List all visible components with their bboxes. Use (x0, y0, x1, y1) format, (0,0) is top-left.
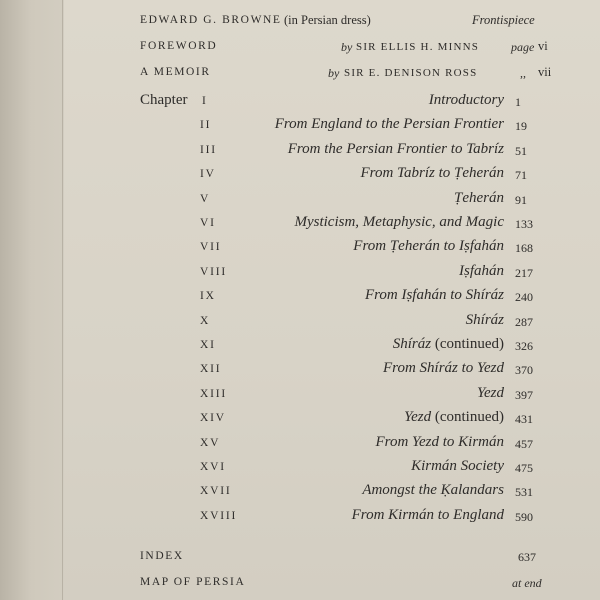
chapter-page: 19 (515, 119, 527, 134)
front-matter-foreword (0, 38, 600, 62)
chapter-title-text: Amongst the Ḳalandars (362, 482, 504, 499)
memoir-author: SIR E. DENISON ROSS (344, 67, 478, 79)
chapter-title-text: From Kirmán to England (351, 506, 504, 523)
chapter-title (454, 190, 504, 207)
chapter-row (0, 287, 600, 311)
chapter-numeral: XV (200, 436, 221, 449)
back-matter-index (0, 548, 600, 572)
chapter-title (288, 141, 504, 158)
chapter-page: 168 (515, 241, 533, 256)
chapter-title (393, 336, 504, 353)
chapter-title (294, 214, 504, 231)
chapter-title-text: Kirmán Society (411, 458, 504, 474)
chapter-numeral: XVII (200, 485, 232, 498)
index-label: INDEX (140, 550, 184, 562)
chapter-row (0, 336, 600, 360)
chapter-title-text: From Yezd to Kirmán (375, 433, 504, 450)
chapter-numeral: XVI (200, 461, 226, 473)
chapter-row (0, 238, 600, 262)
chapter-page: 91 (515, 192, 527, 207)
chapter-title (353, 238, 504, 255)
chapter-title-text: From Iṣfahán to Shíráz (364, 287, 504, 304)
frontispiece-label: EDWARD G. BROWNE (140, 14, 282, 26)
chapter-numeral: XI (200, 339, 216, 351)
chapter-numeral: IX (200, 290, 216, 303)
chapter-page: 531 (515, 485, 533, 500)
chapter-page: 217 (515, 265, 533, 280)
chapter-title-suffix: (continued) (434, 409, 504, 426)
chapter-title (365, 287, 504, 304)
foreword-by: by (341, 40, 353, 54)
chapter-title-suffix: (continued) (434, 336, 504, 352)
chapter-page: 287 (515, 314, 533, 329)
chapter-word: Chapter (140, 92, 188, 108)
chapter-row (0, 141, 600, 165)
frontispiece-note: (in Persian dress) (284, 13, 371, 27)
chapter-numeral: III (200, 143, 217, 156)
chapter-row (0, 214, 600, 238)
chapter-page: 475 (515, 461, 533, 475)
chapter-row (0, 385, 600, 409)
chapter-row (0, 434, 600, 458)
chapter-title-text: From the Persian Frontier to Tabríz (287, 140, 504, 157)
chapter-numeral: XVIII (200, 509, 238, 522)
chapter-title-text: Yezd (404, 409, 432, 426)
chapter-title (411, 458, 504, 475)
foreword-page: vi (538, 39, 548, 53)
chapter-numeral: V (200, 192, 211, 205)
chapter-numeral: II (200, 119, 212, 132)
chapter-row (0, 263, 600, 287)
chapter-title (362, 482, 504, 499)
chapter-title-text: Shíráz (392, 336, 432, 352)
chapter-title-text: Iṣfahán (459, 262, 504, 279)
chapter-row (0, 312, 600, 336)
chapter-page: 71 (515, 168, 527, 183)
chapter-row (0, 360, 600, 384)
chapter-title-text: Introductory (428, 92, 504, 108)
foreword-label: FOREWORD (140, 40, 218, 52)
chapter-row (0, 482, 600, 506)
index-page: 637 (518, 550, 536, 564)
chapter-title-text: From England to the Persian Frontier (274, 116, 504, 133)
chapter-title-text: Yezd (477, 384, 504, 401)
chapter-page: 457 (515, 436, 533, 451)
chapter-title (352, 507, 504, 524)
chapter-page: 133 (515, 217, 533, 231)
chapter-numeral: X (200, 314, 211, 327)
chapter-title-text: From Ṭeherán to Iṣfahán (353, 238, 504, 255)
chapter-row (0, 507, 600, 531)
chapter-title (361, 165, 505, 182)
chapter-title (477, 385, 504, 402)
chapter-title (275, 116, 504, 133)
memoir-label: A MEMOIR (140, 66, 211, 78)
chapter-row (0, 409, 600, 433)
chapter-title-text: From Tabríz to Ṭeherán (360, 165, 504, 182)
chapter-title (429, 92, 504, 109)
chapter-title-text: Ṭeherán (454, 189, 504, 206)
foreword-page-word: page (511, 40, 535, 54)
chapter-page: 240 (515, 290, 533, 305)
chapter-title (376, 434, 505, 451)
chapter-title (383, 360, 504, 377)
chapter-numeral: IV (200, 168, 216, 181)
chapter-numeral: XII (200, 363, 222, 376)
back-matter-map (0, 574, 600, 598)
chapter-numeral: VIII (200, 265, 227, 278)
foreword-author: SIR ELLIS H. MINNS (356, 41, 480, 53)
chapter-page: 590 (515, 509, 533, 524)
front-matter-memoir (0, 64, 600, 88)
frontispiece-page: Frontispiece (472, 13, 535, 27)
chapter-row (0, 92, 600, 116)
chapter-page: 326 (515, 339, 533, 353)
chapter-title-text: From Shíráz to Yezd (383, 360, 504, 377)
chapter-page: 1 (515, 95, 521, 109)
chapter-title (466, 312, 504, 329)
chapter-title (404, 409, 504, 426)
chapter-page: 431 (515, 412, 533, 427)
chapter-title (459, 263, 504, 280)
chapter-row (0, 165, 600, 189)
chapter-numeral: I (202, 95, 208, 107)
chapter-numeral: VI (200, 217, 216, 229)
chapter-numeral: VII (200, 241, 222, 254)
chapter-row (0, 116, 600, 140)
chapter-title-text: Shíráz (465, 311, 504, 328)
chapter-page: 51 (515, 143, 527, 158)
memoir-page-word: ,, (520, 66, 526, 80)
chapter-numeral: XIV (200, 412, 226, 425)
chapter-page: 397 (515, 387, 533, 402)
chapter-row (0, 458, 600, 482)
map-label: MAP OF PERSIA (140, 576, 246, 588)
memoir-by: by (328, 66, 340, 80)
chapter-row (0, 190, 600, 214)
memoir-page: vii (538, 65, 552, 79)
front-matter-frontispiece (0, 12, 600, 36)
chapter-page: 370 (515, 363, 533, 378)
chapter-title-text: Mysticism, Metaphysic, and Magic (294, 214, 504, 230)
map-page: at end (512, 576, 542, 590)
chapter-numeral: XIII (200, 387, 227, 400)
